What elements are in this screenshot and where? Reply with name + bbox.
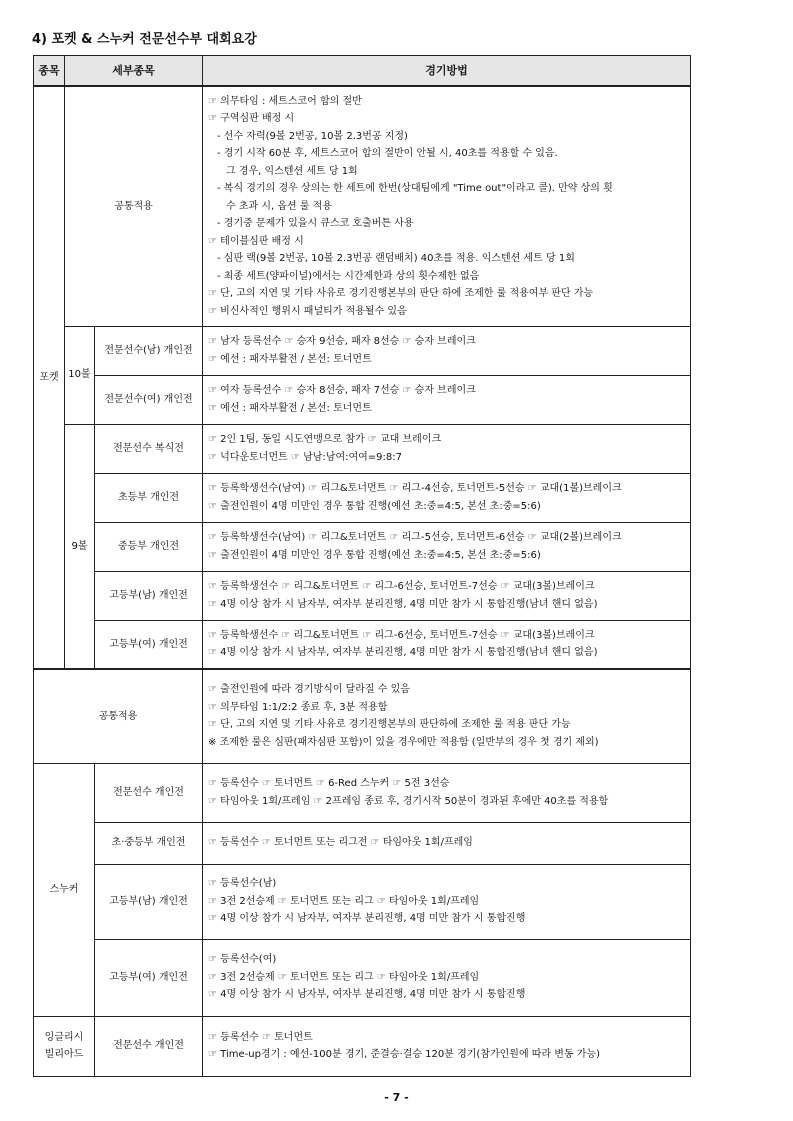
method-line: ☞ 등록선수 ☞ 토너먼트 ☞ 6-Red 스누커 ☞ 5전 3선승 — [208, 778, 450, 789]
method-line: ☞ 예선 : 패자부활전 / 본선: 토너먼트 — [208, 353, 372, 365]
method-cell — [203, 86, 691, 326]
method-cell — [203, 326, 691, 375]
method-line: ☞ 구역심판 배정 시 — [208, 113, 295, 124]
table-row — [34, 669, 691, 763]
method-line: ☞ 등록학생선수 ☞ 리그&토너먼트 ☞ 리그-6선승, 토너먼트-7선승 ☞ 교대(3볼)브레이크 — [208, 629, 595, 641]
method-line: - 최종 세트(양파이널)에서는 시간제한과 상의 횟수제한 없음 — [217, 270, 480, 282]
method-line: ☞ 2인 1팀, 동일 시도연맹으로 참가 ☞ 교대 브레이크 — [208, 434, 442, 445]
method-cell — [203, 939, 691, 1016]
competition-table — [33, 55, 691, 1077]
page-title: 4) 포켓 & 스누커 전문선수부 대회요강 — [32, 32, 257, 47]
header-category: 종목 — [34, 56, 65, 87]
event-cell: 고등부(남) 개인전 — [95, 864, 203, 939]
method-line: ☞ 넉다운토너먼트 ☞ 남남:남여:여여=9:8:7 — [208, 451, 403, 463]
event-cell: 공통적용 — [34, 669, 203, 763]
header-event: 세부종목 — [65, 56, 203, 87]
event-cell: 초등부 개인전 — [95, 473, 203, 522]
method-cell — [203, 763, 691, 822]
table-row — [34, 86, 691, 326]
table-row — [34, 939, 691, 1016]
table-row — [34, 424, 691, 473]
method-line: ☞ 등록학생선수 ☞ 리그&토너먼트 ☞ 리그-6선승, 토너먼트-7선승 ☞ 교대(3볼)브레이크 — [208, 581, 595, 592]
method-line: ☞ 예선 : 패자부활전 / 본선: 토너먼트 — [208, 402, 372, 414]
method-line: - 심판 랙(9볼 2번공, 10볼 2.3번공 랜덤배치) 40초를 적용. 익스텐션 세트 당 1회 — [217, 253, 575, 264]
method-line: ☞ 비신사적인 행위시 패널티가 적용될수 있음 — [208, 305, 407, 317]
method-line: ☞ 등록학생선수(남여) ☞ 리그&토너먼트 ☞ 리그-5선승, 토너먼트-6선승 ☞ 교대(2볼)브레이크 — [208, 532, 622, 543]
subcategory-9ball: 9볼 — [65, 424, 95, 669]
table-row — [34, 571, 691, 620]
method-cell — [203, 424, 691, 473]
method-cell — [203, 864, 691, 939]
method-line: ☞ 4명 이상 참가 시 남자부, 여자부 분리진행, 4명 미만 참가 시 통합진행 — [208, 989, 526, 1001]
table-row — [34, 763, 691, 822]
method-line: - 경기 시작 60분 후, 세트스코어 합의 절반이 안될 시, 40초를 적용할 수 있음. — [217, 148, 558, 159]
page-number: - 7 - — [384, 1091, 409, 1104]
method-line: ☞ 4명 이상 참가 시 남자부, 여자부 분리진행, 4명 미만 참가 시 통합진행(남녀 핸디 없음) — [208, 598, 598, 610]
event-cell: 전문선수(남) 개인전 — [95, 326, 203, 375]
event-cell: 전문선수 개인전 — [95, 1016, 203, 1076]
method-cell — [203, 571, 691, 620]
event-cell: 전문선수 복식전 — [95, 424, 203, 473]
method-line: ☞ 출전인원이 4명 미만인 경우 통합 진행(예선 초:중=4:5, 본선 초:중=5:6) — [208, 500, 541, 512]
method-cell — [203, 1016, 691, 1076]
method-line: ☞ 등록선수 ☞ 토너먼트 또는 리그전 ☞ 타임아웃 1회/프레임 — [208, 837, 473, 849]
category-snooker: 스누커 — [34, 763, 95, 1016]
table-row — [34, 522, 691, 571]
table-row — [34, 375, 691, 424]
method-line: ☞ 3전 2선승제 ☞ 토너먼트 또는 리그 ☞ 타임아웃 1회/프레임 — [208, 971, 480, 983]
method-line: ☞ 타임아웃 1회/프레임 ☞ 2프레임 종료 후, 경기시작 50분이 경과된 후에만 40초를 적용함 — [208, 795, 609, 807]
method-cell — [203, 375, 691, 424]
method-line: ☞ 출전인원이 4명 미만인 경우 통합 진행(예선 초:중=4:5, 본선 초:중=5:6) — [208, 549, 541, 561]
method-line: - 복식 경기의 경우 상의는 한 세트에 한번(상대팀에게 "Time out"이라고 콜). 만약 상의 횟 — [217, 183, 613, 194]
method-cell — [203, 473, 691, 522]
event-cell: 고등부(여) 개인전 — [95, 939, 203, 1016]
category-line: 잉글리시 — [44, 1031, 84, 1043]
method-line: ☞ 3전 2선승제 ☞ 토너먼트 또는 리그 ☞ 타임아웃 1회/프레임 — [208, 895, 480, 907]
method-cell — [203, 822, 691, 864]
event-cell: 중등부 개인전 — [95, 522, 203, 571]
event-cell: 전문선수(여) 개인전 — [95, 375, 203, 424]
method-line: ☞ 의무타임 : 세트스코어 합의 절반 — [208, 95, 362, 107]
table-row — [34, 822, 691, 864]
table-row — [34, 864, 691, 939]
method-line: ☞ 출전인원에 따라 경기방식이 달라질 수 있음 — [208, 684, 410, 696]
method-line: ☞ 등록학생선수(남여) ☞ 리그&토너먼트 ☞ 리그-4선승, 토너먼트-5선승 ☞ 교대(1볼)브레이크 — [208, 483, 622, 494]
method-line: ☞ 의무타임 1:1/2:2 종료 후, 3분 적용함 — [208, 701, 388, 713]
event-cell: 공통적용 — [65, 86, 203, 326]
method-line: ☞ 등록선수(남) — [208, 878, 277, 890]
method-line: ☞ 등록선수 ☞ 토너먼트 — [208, 1031, 313, 1043]
method-line: - 선수 자력(9볼 2번공, 10볼 2.3번공 지정) — [217, 130, 408, 142]
method-cell — [203, 620, 691, 669]
method-cell — [203, 669, 691, 763]
header-method: 경기방법 — [203, 56, 691, 87]
method-line: 수 초과 시, 옵션 룰 적용 — [226, 200, 333, 212]
event-cell: 고등부(남) 개인전 — [95, 571, 203, 620]
method-line: ※ 조제한 룰은 심판(패자심판 포함)이 있을 경우에만 적용함 (일반부의 경우 첫 경기 제외) — [208, 736, 599, 748]
method-line: ☞ 테이블심판 배정 시 — [208, 235, 304, 247]
method-cell — [203, 522, 691, 571]
method-line: ☞ 4명 이상 참가 시 남자부, 여자부 분리진행, 4명 미만 참가 시 통합진행 — [208, 913, 526, 925]
method-line: ☞ 단, 고의 지연 및 기타 사유로 경기진행본부의 판단하에 조제한 룰 적용 판단 가능 — [208, 719, 571, 731]
event-cell: 고등부(여) 개인전 — [95, 620, 203, 669]
event-cell: 전문선수 개인전 — [95, 763, 203, 822]
subcategory-10ball: 10볼 — [65, 326, 95, 424]
table-row — [34, 620, 691, 669]
category-line: 빌리아드 — [44, 1049, 84, 1060]
method-line: - 경기중 문제가 있을시 큐스코 호출버튼 사용 — [217, 218, 414, 229]
event-cell: 초·중등부 개인전 — [95, 822, 203, 864]
table-header-row — [34, 56, 691, 87]
method-line: ☞ 여자 등록선수 ☞ 승자 8선승, 패자 7선승 ☞ 승자 브레이크 — [208, 385, 476, 396]
table-row — [34, 326, 691, 375]
category-english-billiards — [34, 1016, 95, 1076]
method-line: ☞ 등록선수(여) — [208, 954, 277, 966]
method-line: ☞ 4명 이상 참가 시 남자부, 여자부 분리진행, 4명 미만 참가 시 통합진행(남녀 핸디 없음) — [208, 647, 598, 659]
method-line: ☞ 단, 고의 지연 및 기타 사유로 경기진행본부의 판단 하에 조제한 룰 적용여부 판단 가능 — [208, 288, 594, 299]
table-row — [34, 473, 691, 522]
method-line: ☞ 남자 등록선수 ☞ 승자 9선승, 패자 8선승 ☞ 승자 브레이크 — [208, 336, 476, 347]
method-line: 그 경우, 익스텐션 세트 당 1회 — [226, 165, 358, 177]
table-row — [34, 1016, 691, 1076]
method-line: ☞ Time-up경기 : 예선-100분 경기, 준결승·결승 120분 경기(참가인원에 따라 변동 가능) — [208, 1049, 601, 1060]
category-pocket: 포켓 — [34, 86, 65, 669]
